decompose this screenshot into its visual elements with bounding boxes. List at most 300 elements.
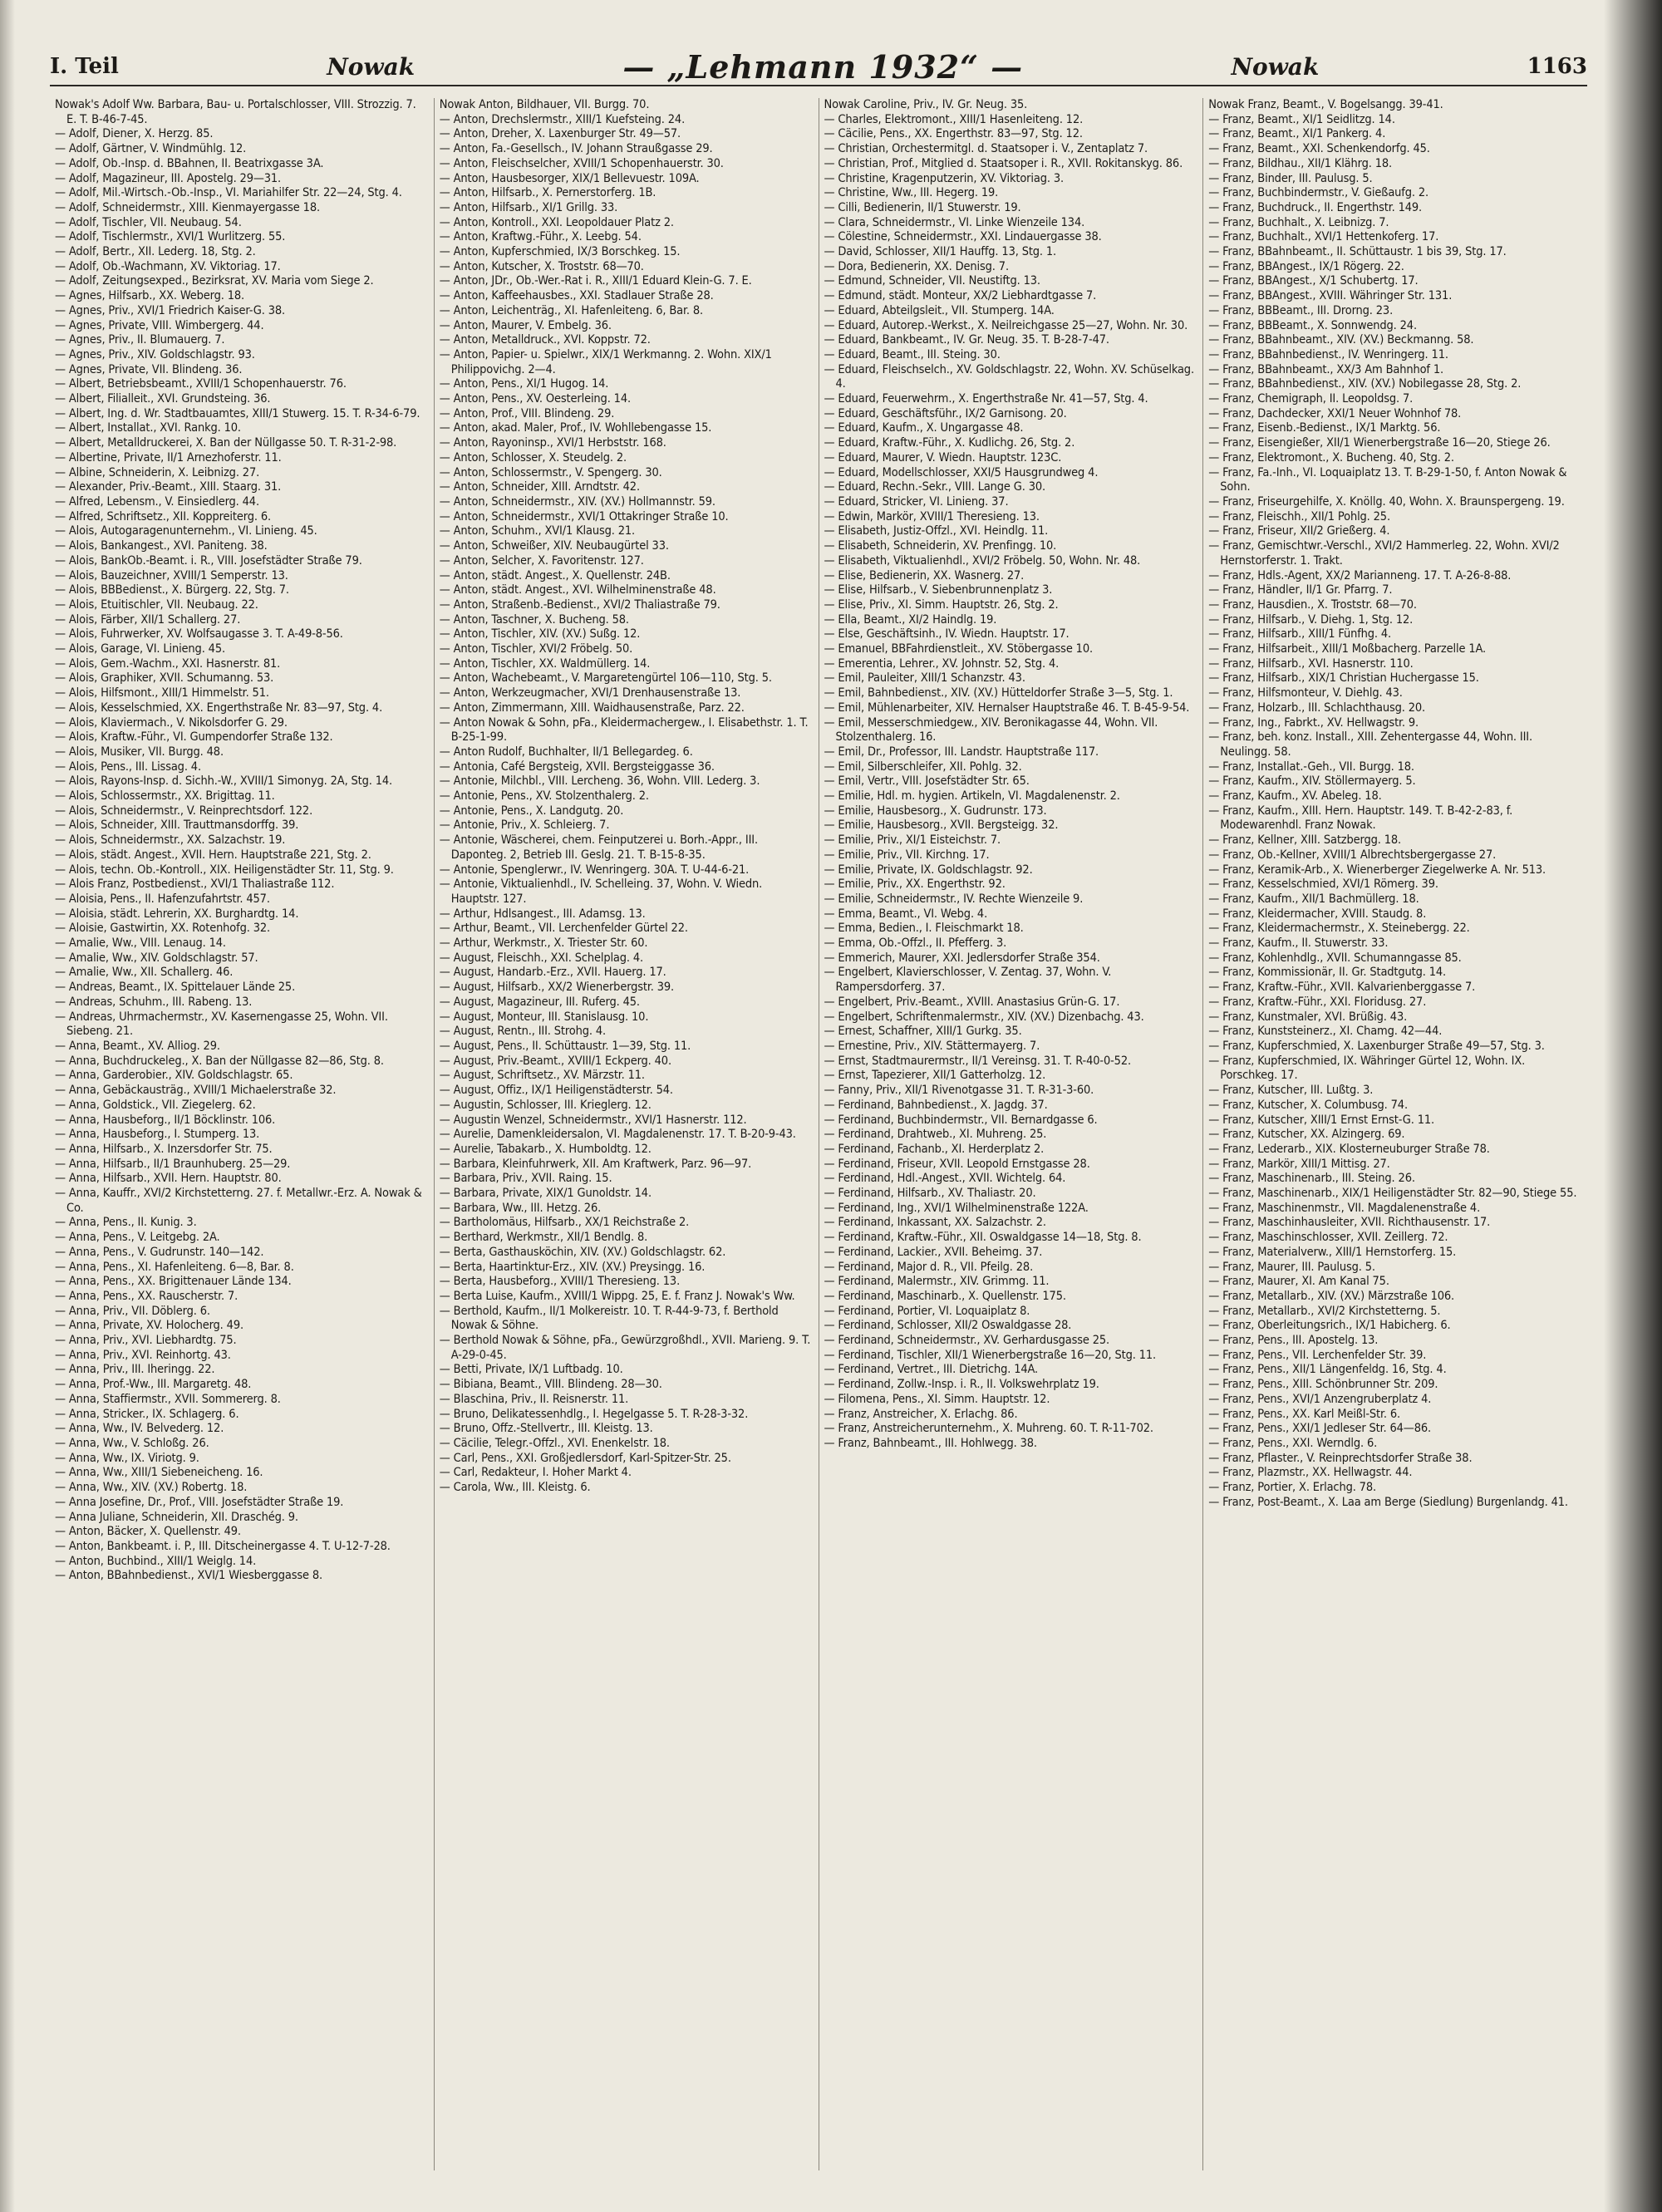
directory-entry: — Anna, Pens., V. Leitgebg. 2A. [55, 1231, 220, 1245]
directory-entry: — Anna, Pens., XI. Hafenleiteng. 6—8, Bar. 8. [55, 1260, 294, 1274]
directory-entry: — Eduard, Maurer, V. Wiedn. Hauptstr. 123C. [824, 450, 1062, 465]
directory-entry: — Emanuel, BBFahrdienstleit., XV. Stöbergasse 10. [824, 642, 1093, 656]
directory-entry: — Franz, Plazmstr., XX. Hellwagstr. 44. [1208, 1466, 1413, 1480]
directory-entry: — Franz, Buchhalt., X. Leibnizg. 7. [1208, 215, 1389, 229]
directory-entry: — Franz, Friseurgehilfe, X. Knöllg. 40, Wohn. X. Braunspergeng. 19. [1208, 494, 1565, 509]
directory-entry: — August, Priv.-Beamt., XVIII/1 Eckperg. 40. [439, 1054, 671, 1068]
directory-entry: — August, Pens., II. Schüttaustr. 1—39, Stg. 11. [439, 1040, 691, 1053]
directory-entry: — Emil, Pauleiter, XIII/1 Schanzstr. 43. [824, 671, 1025, 686]
directory-entry: — Anton, Rayoninsp., XVI/1 Herbststr. 168. [439, 436, 666, 450]
directory-entry: — Albert, Installat., XVI. Rankg. 10. [55, 421, 241, 435]
directory-entry: — Anton, Selcher, X. Favoritenstr. 127. [439, 553, 644, 568]
directory-entry: — Agnes, Private, VIII. Wimbergerg. 44. [55, 318, 264, 332]
directory-entry: — Anton, Pens., XV. Oesterleing. 14. [439, 392, 631, 406]
directory-entry: — August, Rentn., III. Strohg. 4. [439, 1025, 606, 1039]
directory-entry: — Franz, Oberleitungsrich., IX/1 Habicherg. 6. [1208, 1319, 1451, 1333]
directory-entry: — Franz, Chemigraph, II. Leopoldsg. 7. [1208, 392, 1414, 406]
directory-entry: — Elisabeth, Viktualienhdl., XVI/2 Fröbelg. 50, Wohn. Nr. 48. [824, 553, 1141, 568]
directory-entry: — Eduard, Kaufm., X. Ungargasse 48. [824, 421, 1024, 435]
directory-entry: — Emil, Messerschmiedgew., XIV. Beronikagasse 44, Wohn. VII. Stolzenthalerg. 16. [824, 715, 1158, 745]
directory-entry: — Alois, Schlossermstr., XX. Brigittag. 11. [55, 789, 275, 804]
directory-entry: — Anton, Schlossermstr., V. Spengerg. 30. [439, 465, 662, 479]
directory-entry: — Anna, Private, XV. Holocherg. 49. [55, 1319, 243, 1333]
directory-entry: — Anna, Hilfsarb., XVII. Hern. Hauptstr. 80. [55, 1172, 282, 1186]
directory-entry: — Ferdinand, Buchbindermstr., VII. Bernardgasse 6. [824, 1113, 1098, 1127]
directory-entry: — Anton, Maurer, V. Embelg. 36. [439, 318, 612, 332]
directory-entry: — Franz, beh. konz. Install., XIII. Zehentergasse 44, Wohn. III. Neulingg. 58. [1208, 730, 1532, 759]
directory-entry: — Ferdinand, Tischler, XII/1 Wienerbergstraße 16—20, Stg. 11. [824, 1348, 1157, 1362]
directory-entry: — Ferdinand, Bahnbedienst., X. Jagdg. 37. [824, 1098, 1048, 1112]
directory-entry: — Alois, Rayons-Insp. d. Sichh.-W., XVIII/1 Simonyg. 2A, Stg. 14. [55, 774, 393, 789]
directory-entry: — Franz, Kleidermachermstr., X. Steinebergg. 22. [1208, 922, 1470, 936]
directory-entry: — Elise, Hilfsarb., V. Siebenbrunnenplatz 3. [824, 583, 1053, 597]
directory-entry: — Emma, Beamt., VI. Webg. 4. [824, 907, 988, 921]
directory-entry: — Emilie, Hdl. m. hygien. Artikeln, VI. Magdalenenstr. 2. [824, 789, 1120, 804]
directory-entry: — Ferdinand, Ing., XVI/1 Wilhelminenstraße 122A. [824, 1201, 1089, 1215]
directory-entry: — Eduard, Kraftw.-Führ., X. Kudlichg. 26, Stg. 2. [824, 436, 1075, 450]
directory-entry: — Franz, Pens., XIII. Schönbrunner Str. 209. [1208, 1378, 1438, 1392]
directory-entry: — Ernst, Stadtmaurermstr., II/1 Vereinsg. 31. T. R-40-0-52. [824, 1054, 1131, 1068]
directory-entry: — Andreas, Uhrmachermstr., XV. Kasernengasse 25, Wohn. VII. Siebeng. 21. [55, 1010, 388, 1039]
directory-entry: — Alfred, Lebensm., V. Einsiedlerg. 44. [55, 494, 259, 509]
directory-entry: — Adolf, Ob.-Insp. d. BBahnen, II. Beatrixgasse 3A. [55, 156, 324, 170]
directory-entry: — Franz, Kupferschmied, IX. Währinger Gürtel 12, Wohn. IX. Porschkeg. 17. [1208, 1054, 1526, 1083]
directory-entry: — Arthur, Werkmstr., X. Triester Str. 60. [439, 936, 648, 951]
directory-entry: — Alois, Bankangest., XVI. Paniteng. 38. [55, 539, 268, 553]
column-1 [50, 98, 434, 2170]
directory-entry: — Anton, städt. Angest., XVI. Wilhelminenstraße 48. [439, 583, 716, 597]
keyword-left: Nowak [327, 52, 416, 81]
directory-entry: — Anna, Garderobier., XIV. Goldschlagstr. 65. [55, 1069, 293, 1083]
directory-entry: — Anton, Bankbeamt. i. P., III. Ditscheinergasse 4. T. U-12-7-28. [55, 1539, 391, 1553]
directory-entry: — Franz, BBahnbeamt., II. Schüttaustr. 1 bis 39, Stg. 17. [1208, 245, 1507, 259]
directory-entry: — Christian, Orchestermitgl. d. Staatsoper i. V., Zentaplatz 7. [824, 142, 1148, 156]
directory-entry: — Ferdinand, Hilfsarb., XV. Thaliastr. 20. [824, 1187, 1036, 1201]
directory-entry: — Franz, Post-Beamt., X. Laa am Berge (Siedlung) Burgenlandg. 41. [1208, 1495, 1568, 1509]
directory-entry: — Edwin, Markör, XVIII/1 Theresieng. 13. [824, 509, 1040, 524]
scan-edge-right [1604, 0, 1662, 2212]
directory-entry: — Barbara, Ww., III. Hetzg. 26. [439, 1201, 602, 1215]
directory-entry: — Franz, Kesselschmied, XVI/1 Römerg. 39. [1208, 877, 1438, 892]
directory-entry: — Eduard, Fleischselch., XV. Goldschlagstr. 22, Wohn. XV. Schüselkag. 4. [824, 362, 1194, 391]
directory-entry: — Alois, städt. Angest., XVII. Hern. Hauptstraße 221, Stg. 2. [55, 848, 371, 862]
directory-entry: — Adolf, Zeitungsexped., Bezirksrat, XV. Maria vom Siege 2. [55, 274, 374, 288]
directory-entry: — Anton, Schneidermstr., XIV. (XV.) Hollmannstr. 59. [439, 494, 715, 509]
directory-entry: — Agnes, Hilfsarb., XX. Weberg. 18. [55, 289, 244, 303]
directory-entry: — Else, Geschäftsinh., IV. Wiedn. Hauptstr. 17. [824, 627, 1069, 641]
directory-entry: — Christine, Kragenputzerin, XV. Viktoriag. 3. [824, 171, 1064, 185]
directory-entry: — Anna, Ww., XIV. (XV.) Robertg. 18. [55, 1481, 248, 1495]
page-header [50, 48, 1587, 86]
scan-edge-left [0, 0, 15, 2212]
directory-entry: — Eduard, Feuerwehrm., X. Engerthstraße Nr. 41—57, Stg. 4. [824, 392, 1148, 406]
directory-entry: — Franz, Elektromont., X. Bucheng. 40, Stg. 2. [1208, 450, 1454, 465]
directory-entry: — Emilie, Private, IX. Goldschlagstr. 92. [824, 863, 1033, 877]
directory-entry: — Franz, Kohlenhdlg., XVII. Schumanngasse 85. [1208, 951, 1462, 965]
directory-entry: — Elisabeth, Justiz-Offzl., XVI. Heindlg. 11. [824, 524, 1049, 538]
directory-entry: — Anna, Ww., IX. Viriotg. 9. [55, 1451, 199, 1465]
directory-entry: — Alois, BBBedienst., X. Bürgerg. 22, Stg. 7. [55, 583, 289, 597]
directory-entry: — Agnes, Priv., XVI/1 Friedrich Kaiser-G. 38. [55, 303, 286, 317]
directory-entry: — Antonie, Milchbl., VIII. Lercheng. 36, Wohn. VIII. Lederg. 3. [439, 774, 760, 789]
directory-entry: — Antonie, Viktualienhdl., IV. Schelleing. 37, Wohn. V. Wiedn. Hauptstr. 127. [439, 877, 763, 906]
directory-entry: — Amalie, Ww., XII. Schallerg. 46. [55, 966, 234, 980]
directory-entry: — Engelbert, Priv.-Beamt., XVIII. Anastasius Grün-G. 17. [824, 995, 1120, 1009]
directory-entry: — Franz, Hilfsmonteur, V. Diehlg. 43. [1208, 686, 1403, 700]
directory-entry: — Antonie, Pens., X. Landgutg. 20. [439, 804, 624, 818]
directory-entry: — Eduard, Stricker, VI. Linieng. 37. [824, 494, 1009, 509]
directory-entry: — Anton, Tischler, XX. Waldmüllerg. 14. [439, 656, 651, 671]
directory-entry: — David, Schlosser, XII/1 Hauffg. 13, Stg. 1. [824, 245, 1057, 259]
directory-entry: — Adolf, Bertr., XII. Lederg. 18, Stg. 2. [55, 245, 256, 259]
directory-entry: — Berta, Haartinktur-Erz., XIV. (XV.) Preysingg. 16. [439, 1260, 706, 1274]
directory-entry: — Berthold, Kaufm., II/1 Molkereistr. 10. T. R-44-9-73, f. Berthold Nowak & Söhne. [439, 1304, 779, 1333]
directory-entry: — Betti, Private, IX/1 Luftbadg. 10. [439, 1363, 623, 1377]
directory-entry: — Franz, Pens., XX. Karl Meißl-Str. 6. [1208, 1407, 1400, 1421]
directory-entry: — Carl, Pens., XXI. Großjedlersdorf, Karl-Spitzer-Str. 25. [439, 1451, 731, 1465]
directory-entry: — Anton, Kaffeehausbes., XXI. Stadlauer Straße 28. [439, 289, 714, 303]
directory-entry: — Augustin Wenzel, Schneidermstr., XVI/1 Hasnerstr. 112. [439, 1113, 747, 1127]
directory-entry: — Albertine, Private, II/1 Arnezhoferstr. 11. [55, 450, 282, 465]
directory-entry: — Alois, Färber, XII/1 Schallerg. 27. [55, 612, 241, 627]
directory-entry: — Franz, Bildhau., XII/1 Klährg. 18. [1208, 156, 1392, 170]
directory-entry: — Franz, Maschinenarb., III. Steing. 26. [1208, 1172, 1415, 1186]
directory-entry: — Anna, Priv., XVI. Reinhortg. 43. [55, 1348, 231, 1362]
directory-entry: — Franz, Bahnbeamt., III. Hohlwegg. 38. [824, 1436, 1037, 1450]
directory-entry: — Franz, Pens., III. Apostelg. 13. [1208, 1334, 1379, 1348]
directory-entry: — Ferdinand, Maschinarb., X. Quellenstr. 175. [824, 1289, 1066, 1303]
directory-entry: — Carl, Redakteur, I. Hoher Markt 4. [439, 1466, 632, 1480]
directory-entry: — Franz, Fleischh., XII/1 Pohlg. 25. [1208, 509, 1390, 524]
directory-entry: — Berta, Gasthausköchin, XIV. (XV.) Goldschlagstr. 62. [439, 1245, 726, 1259]
directory-entry: — Franz, Eisenb.-Bedienst., IX/1 Marktg. 56. [1208, 421, 1441, 435]
page-number: 1163 [1527, 54, 1587, 79]
directory-entry: — Franz, Hilfsarb., XVI. Hasnerstr. 110. [1208, 656, 1414, 671]
directory-entry: — Anton, Kraftwg.-Führ., X. Leebg. 54. [439, 230, 642, 244]
directory-entry: — Franz, Buchhalt., XVI/1 Hettenkoferg. 17. [1208, 230, 1439, 244]
directory-entry: — Franz, Metallarb., XVI/2 Kirchstetterng. 5. [1208, 1304, 1441, 1318]
directory-entry: — Anna, Ww., XIII/1 Siebeneicheng. 16. [55, 1466, 263, 1480]
directory-entry: — Franz, Kaufm., XIV. Stöllermayerg. 5. [1208, 774, 1416, 789]
directory-entry: — Franz, Kraftw.-Führ., XVII. Kalvarienberggasse 7. [1208, 981, 1476, 995]
directory-entry: — Agnes, Private, VII. Blindeng. 36. [55, 362, 243, 376]
directory-entry: — August, Hilfsarb., XX/2 Wienerbergstr. 39. [439, 981, 675, 995]
directory-entry: — Alois, Schneider, XIII. Trauttmansdorffg. 39. [55, 818, 299, 833]
directory-entry: — Eduard, Bankbeamt., IV. Gr. Neug. 35. T. B-28-7-47. [824, 333, 1109, 347]
directory-entry: — Adolf, Gärtner, V. Windmühlg. 12. [55, 142, 247, 156]
directory-entry: — Ferdinand, Lackier., XVII. Beheimg. 37. [824, 1245, 1043, 1259]
directory-entry: — Agnes, Priv., XIV. Goldschlagstr. 93. [55, 347, 255, 361]
directory-entry: — Franz, BBAngest., IX/1 Rögerg. 22. [1208, 259, 1404, 273]
directory-entry: — Franz, Kaufm., XII/1 Bachmüllerg. 18. [1208, 892, 1419, 906]
directory-entry: — Andreas, Schuhm., III. Rabeng. 13. [55, 995, 253, 1009]
directory-entry: — Anna, Hausbeforg., II/1 Böcklinstr. 106. [55, 1113, 276, 1127]
directory-entry: — Anton, Prof., VIII. Blindeng. 29. [439, 406, 615, 420]
directory-entry: — August, Handarb.-Erz., XVII. Hauerg. 17. [439, 966, 666, 980]
directory-entry: — Franz, Kellner, XIII. Satzbergg. 18. [1208, 833, 1401, 848]
directory-entry: — Aurelie, Damenkleidersalon, VI. Magdalenenstr. 17. T. B-20-9-43. [439, 1128, 796, 1142]
directory-entry: — Franz, Dachdecker, XXI/1 Neuer Wohnhof 78. [1208, 406, 1462, 420]
directory-entry: — Eduard, Rechn.-Sekr., VIII. Lange G. 30. [824, 480, 1046, 494]
directory-entry: — Anna Josefine, Dr., Prof., VIII. Josefstädter Straße 19. [55, 1495, 344, 1509]
keyword-right: Nowak [1231, 52, 1320, 81]
directory-entry: — Emil, Mühlenarbeiter, XIV. Hernalser Hauptstraße 46. T. B-45-9-54. [824, 700, 1190, 715]
directory-entry: — Anna, Pens., II. Kunig. 3. [55, 1216, 197, 1230]
directory-entry: — Franz, Hilfsarb., V. Diehg. 1, Stg. 12. [1208, 612, 1414, 627]
directory-entry: — Ernst, Tapezierer, XII/1 Gatterholzg. 12. [824, 1069, 1046, 1083]
directory-entry: — Anton, Schneider, XIII. Arndtstr. 42. [439, 480, 640, 494]
directory-entry: — Anton, Kupferschmied, IX/3 Borschkeg. 15. [439, 245, 681, 259]
directory-entry: — Elise, Priv., XI. Simm. Hauptstr. 26, Stg. 2. [824, 597, 1059, 612]
directory-entry: — Anton, Hausbesorger, XIX/1 Bellevuestr. 109A. [439, 171, 700, 185]
directory-entry: — Franz, BBahnbeamt., XIV. (XV.) Beckmanng. 58. [1208, 333, 1474, 347]
directory-entry: — Barbara, Priv., XVII. Raing. 15. [439, 1172, 612, 1186]
directory-entry: — Anna, Priv., XVI. Liebhardtg. 75. [55, 1334, 237, 1348]
directory-entry: — Franz, Metallarb., XIV. (XV.) Märzstraße 106. [1208, 1289, 1455, 1303]
directory-entry: — Franz, Buchdruck., II. Engerthstr. 149. [1208, 200, 1423, 214]
directory-entry: — Alexander, Priv.-Beamt., XIII. Staarg. 31. [55, 480, 282, 494]
directory-entry: — Clara, Schneidermstr., VI. Linke Wienzeile 134. [824, 215, 1085, 229]
directory-entry: — Franz, Kaufm., XIII. Hern. Hauptstr. 149. T. B-42-2-83, f. Modewarenhdl. Franz Nowak. [1208, 804, 1513, 833]
directory-entry: — Anton Rudolf, Buchhalter, II/1 Bellegardeg. 6. [439, 745, 693, 759]
directory-entry: — August, Fleischh., XXI. Schelplag. 4. [439, 951, 644, 965]
directory-entry: — Ferdinand, Hdl.-Angest., XVII. Wichtelg. 64. [824, 1172, 1066, 1186]
directory-entry: — Antonie, Wäscherei, chem. Feinputzerei u. Borh.-Appr., III. Daponteg. 2, Betrieb III. Geslg. 21. T. B-15-8-35. [439, 833, 758, 862]
directory-entry: — Alois, Schneidermstr., V. Reinprechtsdorf. 122. [55, 804, 313, 818]
directory-entry: — Franz, Maschinschlosser, XVII. Zeillerg. 72. [1208, 1231, 1448, 1245]
directory-entry: — Amalie, Ww., VIII. Lenaug. 14. [55, 936, 226, 951]
directory-entry: — Ferdinand, Schlosser, XII/2 Oswaldgasse 28. [824, 1319, 1072, 1333]
directory-entry: — Agnes, Priv., II. Blumauerg. 7. [55, 333, 225, 347]
directory-entry: — Franz, Kutscher, XX. Alzingerg. 69. [1208, 1128, 1405, 1142]
directory-entry: — Ferdinand, Drahtweb., XI. Muhreng. 25. [824, 1128, 1047, 1142]
directory-entry: — Alois, Kraftw.-Führ., VI. Gumpendorfer Straße 132. [55, 730, 333, 745]
directory-entry: — Aurelie, Tabakarb., X. Humboldtg. 12. [439, 1142, 652, 1156]
directory-entry: — Anton, Tischler, XIV. (XV.) Sußg. 12. [439, 627, 641, 641]
directory-entry: — Bruno, Offz.-Stellvertr., III. Kleistg. 13. [439, 1422, 653, 1436]
directory-entry: — Anna, Goldstick., VII. Ziegelerg. 62. [55, 1098, 256, 1112]
directory-entry: — Anna, Buchdruckeleg., X. Ban der Nüllgasse 82—86, Stg. 8. [55, 1054, 384, 1068]
directory-entry: — Anton, Werkzeugmacher, XVI/1 Drenhausenstraße 13. [439, 686, 741, 700]
directory-entry: — Franz, Hilfsarbeit., XIII/1 Moßbacherg. Parzelle 1A. [1208, 642, 1486, 656]
directory-entry: — Eduard, Abteilgsleit., VII. Stumperg. 14A. [824, 303, 1055, 317]
directory-entry: — Berthold Nowak & Söhne, pFa., Gewürzgroßhdl., XVII. Marieng. 9. T. A-29-0-45. [439, 1334, 811, 1362]
directory-entry: — Anton, Tischler, XVI/2 Fröbelg. 50. [439, 642, 633, 656]
part-label: I. Teil [50, 54, 119, 79]
directory-entry: — Augustin, Schlosser, III. Krieglerg. 12. [439, 1098, 652, 1112]
directory-entry: — Dora, Bedienerin, XX. Denisg. 7. [824, 259, 1009, 273]
directory-entry: — Anton, akad. Maler, Prof., IV. Wohllebengasse 15. [439, 421, 712, 435]
directory-entry: — Anton, Buchbind., XIII/1 Weiglg. 14. [55, 1554, 257, 1568]
directory-entry: — Aloisie, Gastwirtin, XX. Rotenhofg. 32. [55, 922, 270, 936]
directory-entry: — Anna, Gebäckausträg., XVIII/1 Michaelerstraße 32. [55, 1084, 337, 1098]
directory-entry: — Bartholomäus, Hilfsarb., XX/1 Reichstraße 2. [439, 1216, 690, 1230]
directory-entry: — Cilli, Bedienerin, II/1 Stuwerstr. 19. [824, 200, 1021, 214]
directory-entry: — Adolf, Tischlermstr., XVI/1 Wurlitzerg. 55. [55, 230, 286, 244]
directory-entry: — Franz, Händler, II/1 Gr. Pfarrg. 7. [1208, 583, 1393, 597]
directory-entry: — Berthard, Werkmstr., XII/1 Bendlg. 8. [439, 1231, 648, 1245]
page-title: — „Lehmann 1932“ — [622, 47, 1024, 86]
entry-columns [50, 98, 1587, 2170]
directory-entry: — Ferdinand, Kraftw.-Führ., XII. Oswaldgasse 14—18, Stg. 8. [824, 1231, 1142, 1245]
directory-entry: — Barbara, Kleinfuhrwerk, XII. Am Kraftwerk, Parz. 96—97. [439, 1157, 752, 1171]
directory-entry: — Anna, Stricker., IX. Schlagerg. 6. [55, 1407, 239, 1421]
directory-entry: — Anton, Zimmermann, XIII. Waidhausenstraße, Parz. 22. [439, 700, 745, 715]
directory-entry: — Ferdinand, Malermstr., XIV. Grimmg. 11. [824, 1275, 1050, 1289]
directory-entry: — Alois, Schneidermstr., XX. Salzachstr. 19. [55, 833, 286, 848]
directory-entry: — Ferdinand, Inkassant, XX. Salzachstr. 2. [824, 1216, 1046, 1230]
directory-entry: — August, Offiz., IX/1 Heiligenstädterstr. 54. [439, 1084, 673, 1098]
directory-entry: — August, Magazineur, III. Ruferg. 45. [439, 995, 640, 1009]
directory-entry: — Franz, Hilfsarb., XIX/1 Christian Huchergasse 15. [1208, 671, 1479, 686]
directory-entry: — Anton Nowak & Sohn, pFa., Kleidermachergew., I. Elisabethstr. 1. T. B-25-1-99. [439, 715, 809, 745]
directory-entry: — Amalie, Ww., XIV. Goldschlagstr. 57. [55, 951, 258, 965]
directory-entry: — Franz, Hdls.-Agent, XX/2 Marianneng. 17. T. A-26-8-88. [1208, 568, 1512, 582]
directory-entry: — Emil, Vertr., VIII. Josefstädter Str. 65. [824, 774, 1030, 789]
directory-entry: — Anton, städt. Angest., X. Quellenstr. 24B. [439, 568, 671, 582]
directory-entry: — Franz, Friseur, XII/2 Grießerg. 4. [1208, 524, 1390, 538]
directory-entry: — Franz, Gemischtwr.-Verschl., XVI/2 Hammerleg. 22, Wohn. XVI/2 Hernstorferstr. 1. Trakt. [1208, 539, 1560, 568]
directory-entry: — Franz, Kutscher, XIII/1 Ernst Ernst-G. 11. [1208, 1113, 1435, 1127]
directory-entry: — Alois, Etuitischler, VII. Neubaug. 22. [55, 597, 258, 612]
directory-entry: — Franz, Maschinenmstr., VII. Magdalenenstraße 4. [1208, 1201, 1481, 1215]
directory-entry: — Anton, Taschner, X. Bucheng. 58. [439, 612, 629, 627]
directory-entry: — Franz, BBahnbedienst., IV. Wenringerg. 11. [1208, 347, 1448, 361]
directory-entry: Nowak Anton, Bildhauer, VII. Burgg. 70. [439, 98, 650, 111]
directory-entry: — Alois, Bauzeichner, XVIII/1 Semperstr. 13. [55, 568, 288, 582]
directory-entry: — Franz, Binder, III. Paulusg. 5. [1208, 171, 1373, 185]
directory-entry: — Franz, Kunststeinerz., XI. Chamg. 42—44. [1208, 1025, 1443, 1039]
directory-entry: — Anton, Fleischselcher, XVIII/1 Schopenhauerstr. 30. [439, 156, 724, 170]
directory-entry: — Franz, Beamt., XI/1 Seidlitzg. 14. [1208, 112, 1395, 126]
directory-entry: — Franz, BBahnbedienst., XIV. (XV.) Nobilegasse 28, Stg. 2. [1208, 377, 1522, 391]
directory-entry: — Franz, Buchbindermstr., V. Gießaufg. 2. [1208, 186, 1428, 200]
directory-entry: — Emilie, Hausbesorg., XVII. Bergsteigg. 32. [824, 818, 1059, 833]
directory-entry: — Anna, Ww., IV. Belvederg. 12. [55, 1422, 224, 1436]
directory-entry: — Franz, Maschinenarb., XIX/1 Heiligenstädter Str. 82—90, Stiege 55. [1208, 1187, 1577, 1201]
directory-entry: — Franz, Kommissionär, II. Gr. Stadtgutg. 14. [1208, 966, 1446, 980]
directory-entry: — Anton, Hilfsarb., XI/1 Grillg. 33. [439, 200, 618, 214]
directory-entry: — Ernest, Schaffner, XIII/1 Gurkg. 35. [824, 1025, 1022, 1039]
directory-entry: — Franz, Keramik-Arb., X. Wienerberger Ziegelwerke A. Nr. 513. [1208, 863, 1546, 877]
directory-entry: — Anton, Dreher, X. Laxenburger Str. 49—57. [439, 127, 681, 141]
directory-entry: — Anna, Prof.-Ww., III. Margaretg. 48. [55, 1378, 252, 1392]
directory-entry: — Emil, Bahnbedienst., XIV. (XV.) Hütteldorfer Straße 3—5, Stg. 1. [824, 686, 1173, 700]
directory-entry: — Fanny, Priv., XII/1 Rivenotgasse 31. T. R-31-3-60. [824, 1084, 1094, 1098]
directory-entry: — Charles, Elektromont., XIII/1 Hasenleiteng. 12. [824, 112, 1084, 126]
directory-entry: — Anna, Pens., XX. Rauscherstr. 7. [55, 1289, 238, 1303]
column-3 [819, 98, 1203, 2170]
directory-entry: — Anton, Leichenträg., XI. Hafenleiteng. 6, Bar. 8. [439, 303, 703, 317]
directory-entry: — Ferdinand, Fachanb., XI. Herderplatz 2. [824, 1142, 1045, 1156]
directory-entry: — Anna, Hilfsarb., X. Inzersdorfer Str. 75. [55, 1142, 273, 1156]
directory-entry: — Franz, Materialverw., XIII/1 Hernstorferg. 15. [1208, 1245, 1457, 1259]
directory-entry: — Franz, Ing., Fabrkt., XV. Hellwagstr. 9. [1208, 715, 1419, 730]
directory-entry: — Cölestine, Schneidermstr., XXI. Lindauergasse 38. [824, 230, 1102, 244]
directory-entry: — August, Schriftsetz., XV. Märzstr. 11. [439, 1069, 645, 1083]
directory-entry: — Ferdinand, Vertret., III. Dietrichg. 14A. [824, 1363, 1039, 1377]
directory-entry: — Arthur, Hdlsangest., III. Adamsg. 13. [439, 907, 646, 921]
directory-entry: — Franz, Pens., XXI. Werndlg. 6. [1208, 1436, 1378, 1450]
directory-entry: — Franz, Beamt., XXI. Schenkendorfg. 45. [1208, 142, 1430, 156]
directory-entry: — Franz, Anstreicherunternehm., X. Muhreng. 60. T. R-11-702. [824, 1422, 1153, 1436]
directory-entry: — Arthur, Beamt., VII. Lerchenfelder Gürtel 22. [439, 922, 688, 936]
directory-entry: — Anna, Ww., V. Schloßg. 26. [55, 1436, 209, 1450]
column-4 [1202, 98, 1587, 2170]
directory-entry: — Franz, Pens., XII/1 Längenfeldg. 16, Stg. 4. [1208, 1363, 1447, 1377]
directory-entry: — Anna, Priv., III. Iheringg. 22. [55, 1363, 215, 1377]
directory-entry: — Franz, Beamt., XI/1 Pankerg. 4. [1208, 127, 1386, 141]
directory-entry: — Franz, BBBeamt., III. Drorng. 23. [1208, 303, 1394, 317]
directory-entry: — Emilie, Priv., XX. Engerthstr. 92. [824, 877, 1006, 892]
directory-entry: — August, Monteur, III. Stanislausg. 10. [439, 1010, 649, 1024]
directory-entry: — Franz, Markör, XIII/1 Mittisg. 27. [1208, 1157, 1390, 1171]
directory-entry: — Ferdinand, Major d. R., VII. Pfeilg. 28. [824, 1260, 1034, 1274]
directory-entry: — Anna, Hilfsarb., II/1 Braunhuberg. 25—29. [55, 1157, 291, 1171]
directory-entry: — Alois, BankOb.-Beamt. i. R., VIII. Josefstädter Straße 79. [55, 553, 362, 568]
directory-entry: — Emmerich, Maurer, XXI. Jedlersdorfer Straße 354. [824, 951, 1100, 965]
directory-entry: — Barbara, Private, XIX/1 Gunoldstr. 14. [439, 1187, 652, 1201]
directory-entry: — Franz, Hilfsarb., XIII/1 Fünfhg. 4. [1208, 627, 1392, 641]
directory-entry: — Antonia, Café Bergsteig, XVII. Bergsteiggasse 36. [439, 759, 715, 774]
directory-entry: — Franz, BBAngest., X/1 Schubertg. 17. [1208, 274, 1419, 288]
directory-entry: — Elisabeth, Schneiderin, XV. Prenfingg. 10. [824, 539, 1057, 553]
directory-entry: — Franz, Kleidermacher, XVIII. Staudg. 8. [1208, 907, 1427, 921]
directory-entry: — Antonie, Spenglerwr., IV. Wenringerg. 30A. T. U-44-6-21. [439, 863, 750, 877]
directory-entry: — Adolf, Mil.-Wirtsch.-Ob.-Insp., VI. Mariahilfer Str. 22—24, Stg. 4. [55, 186, 402, 200]
directory-entry: — Antonie, Priv., X. Schleierg. 7. [439, 818, 610, 833]
directory-entry: — Franz, Hausdien., X. Troststr. 68—70. [1208, 597, 1417, 612]
directory-entry: — Anna, Pens., XX. Brigittenauer Lände 134. [55, 1275, 292, 1289]
directory-entry: — Blaschina, Priv., II. Reisnerstr. 11. [439, 1392, 629, 1406]
directory-entry: — Alois Franz, Postbedienst., XVI/1 Thaliastraße 112. [55, 877, 335, 892]
directory-entry: — Eduard, Geschäftsführ., IX/2 Garnisong. 20. [824, 406, 1067, 420]
directory-entry: — Adolf, Ob.-Wachmann, XV. Viktoriag. 17. [55, 259, 281, 273]
directory-entry: Nowak Franz, Beamt., V. Bogelsangg. 39-41. [1208, 98, 1443, 111]
directory-entry: — Christine, Ww., III. Hegerg. 19. [824, 186, 999, 200]
directory-entry: — Alois, Pens., III. Lissag. 4. [55, 759, 201, 774]
directory-entry: — Edmund, städt. Monteur, XX/2 Liebhardtgasse 7. [824, 289, 1097, 303]
directory-entry: — Bruno, Delikatessenhdlg., I. Hegelgasse 5. T. R-28-3-32. [439, 1407, 749, 1421]
directory-entry: — Anton, Drechslermstr., XIII/1 Kuefsteing. 24. [439, 112, 686, 126]
directory-entry: — Alois, Graphiker, XVII. Schumanng. 53. [55, 671, 274, 686]
directory-entry: — Franz, Pens., XXI/1 Jedleser Str. 64—86. [1208, 1422, 1431, 1436]
directory-entry: — Franz, Pens., VII. Lerchenfelder Str. 39. [1208, 1348, 1427, 1362]
directory-entry: — Franz, Pens., XVI/1 Anzengruberplatz 4. [1208, 1392, 1432, 1406]
directory-entry: — Eduard, Modellschlosser, XXI/5 Hausgrundweg 4. [824, 465, 1099, 479]
directory-entry: — Emilie, Schneidermstr., IV. Rechte Wienzeile 9. [824, 892, 1084, 906]
directory-entry: — Anna, Kauffr., XVI/2 Kirchstetterng. 27. f. Metallwr.-Erz. A. Nowak & Co. [55, 1187, 422, 1215]
directory-entry: — Emilie, Priv., XI/1 Eisteichstr. 7. [824, 833, 1001, 848]
directory-entry: — Anton, JDr., Ob.-Wer.-Rat i. R., XIII/1 Eduard Klein-G. 7. E. [439, 274, 752, 288]
directory-entry: Nowak Caroline, Priv., IV. Gr. Neug. 35. [824, 98, 1028, 111]
directory-entry: — Anton, Pens., XI/1 Hugog. 14. [439, 377, 609, 391]
directory-entry: — Albert, Metalldruckerei, X. Ban der Nüllgasse 50. T. R-31-2-98. [55, 436, 397, 450]
directory-entry: — Cäcilie, Pens., XX. Engerthstr. 83—97, Stg. 12. [824, 127, 1083, 141]
directory-entry: — Franz, Anstreicher, X. Erlachg. 86. [824, 1407, 1018, 1421]
directory-entry: — Anton, Schlosser, X. Steudelg. 2. [439, 450, 627, 465]
directory-entry: — Franz, Ob.-Kellner, XVIII/1 Albrechtsbergergasse 27. [1208, 848, 1497, 862]
directory-entry: — Emilie, Hausbesorg., X. Gudrunstr. 173. [824, 804, 1047, 818]
directory-entry: — Anton, Hilfsarb., X. Pernerstorferg. 1B. [439, 186, 656, 200]
directory-entry: — Franz, Kaufm., II. Stuwerstr. 33. [1208, 936, 1389, 951]
directory-entry: — Alois, Musiker, VII. Burgg. 48. [55, 745, 224, 759]
directory-entry: — Franz, BBAngest., XVIII. Währinger Str. 131. [1208, 289, 1453, 303]
directory-entry: — Ella, Beamt., XI/2 Haindlg. 19. [824, 612, 997, 627]
directory-entry: — Franz, Fa.-Inh., VI. Loquaiplatz 13. T. B-29-1-50, f. Anton Nowak & Sohn. [1208, 465, 1567, 494]
directory-entry: — Anton, BBahnbedienst., XVI/1 Wiesberggasse 8. [55, 1569, 323, 1583]
directory-entry: — Adolf, Tischler, VII. Neubaug. 54. [55, 215, 242, 229]
